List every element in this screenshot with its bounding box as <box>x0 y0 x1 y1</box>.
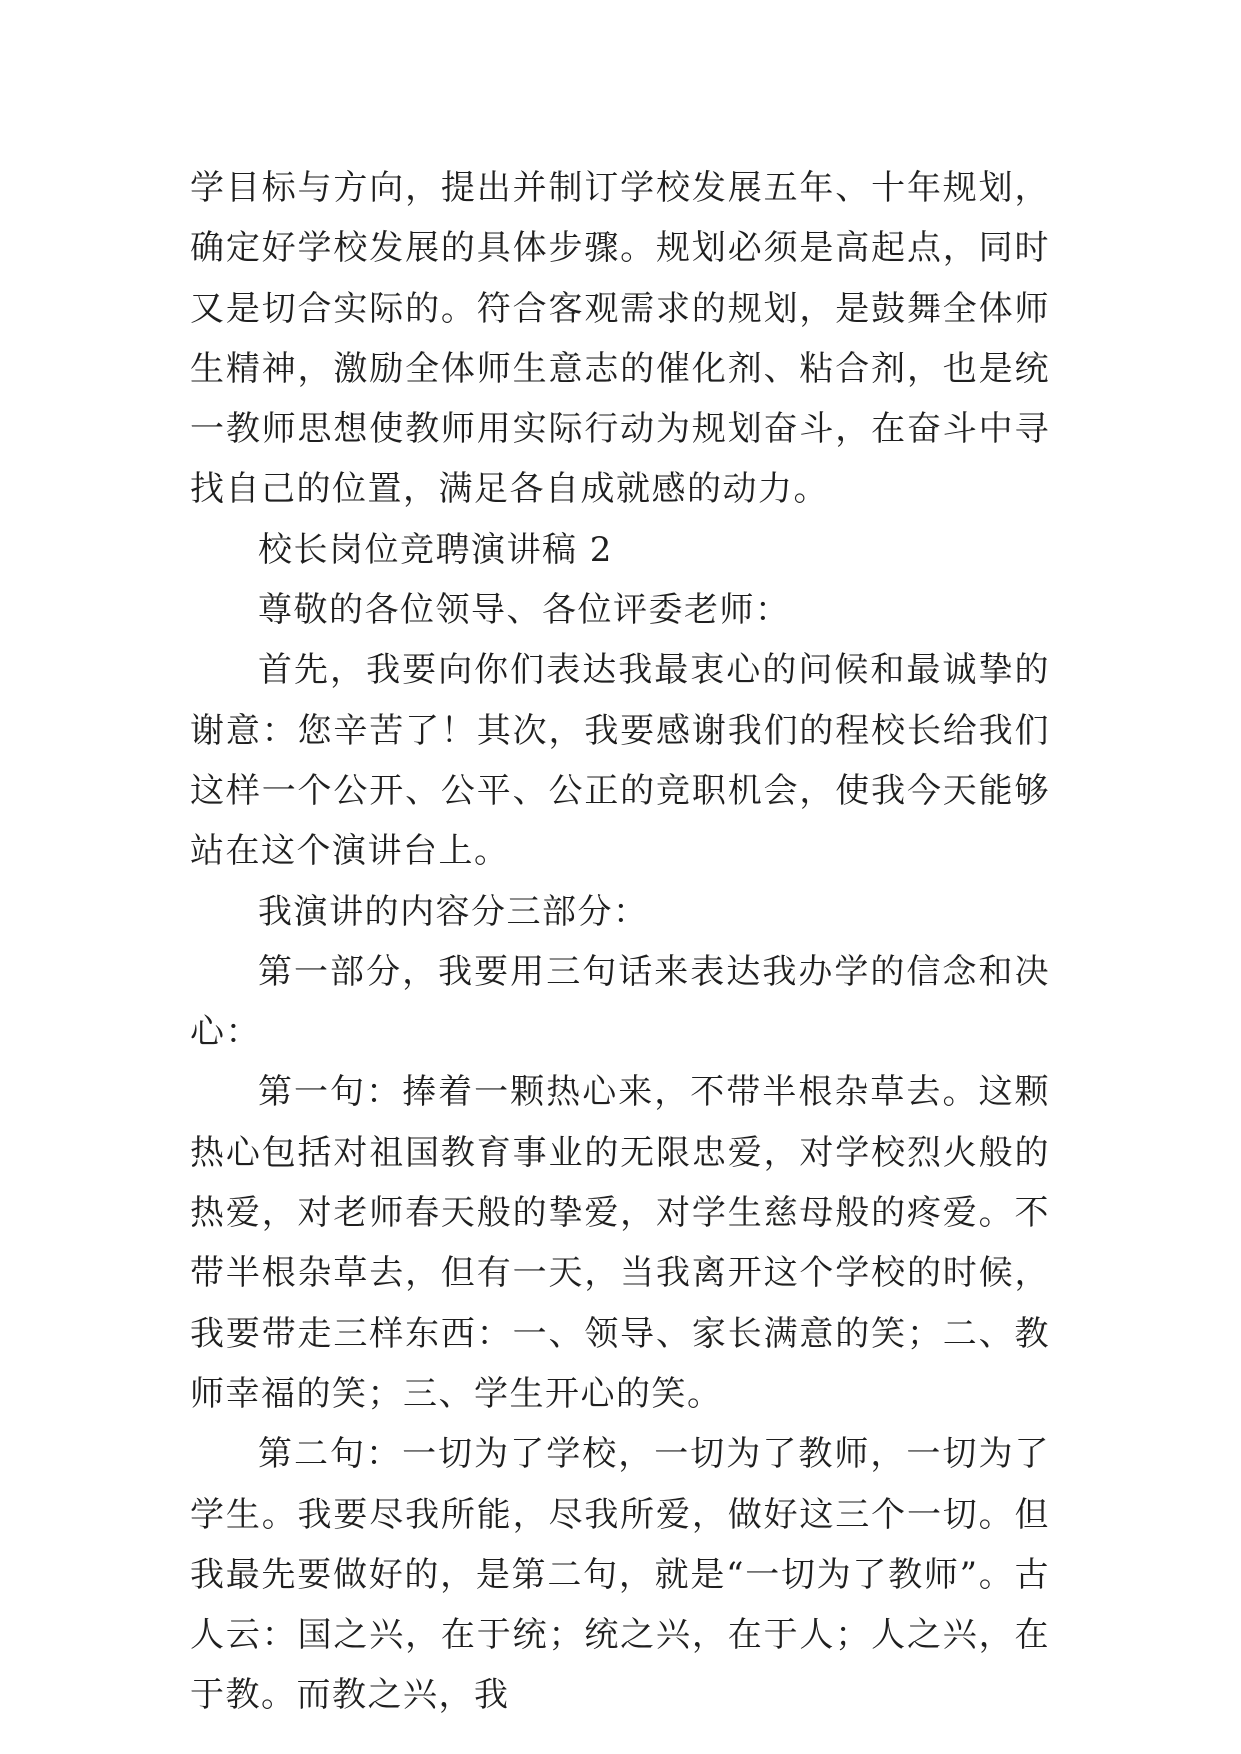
paragraph-continuation: 学目标与方向，提出并制订学校发展五年、十年规划，确定好学校发展的具体步骤。规划必须是高起点，同时又是切合实际的。符合客观需求的规划，是鼓舞全体师生精神，激励全体师生意志的催化剂、粘合剂，也是统一教师思想使教师用实际行动为规划奋斗，在奋斗中寻找自己的位置，满足各自成就感的动力。 <box>190 168 1050 510</box>
salutation: 尊敬的各位领导、各位评委老师： <box>258 590 791 631</box>
paragraph-greeting: 首先，我要向你们表达我最衷心的问候和最诚挚的谢意：您辛苦了！其次，我要感谢我们的程校长给我们这样一个公开、公平、公正的竞职机会，使我今天能够站在这个演讲台上。 <box>190 650 1050 872</box>
document-body <box>190 158 1050 1726</box>
paragraph-sentence-two: 第二句：一切为了学校，一切为了教师，一切为了学生。我要尽我所能，尽我所爱，做好这三个一切。但我最先要做好的，是第二句，就是“一切为了教师”。古人云：国之兴，在于统；统之兴，在于人；人之兴，在于教。而教之兴，我 <box>190 1434 1050 1716</box>
paragraph-part-one: 第一部分，我要用三句话来表达我办学的信念和决心： <box>190 951 1050 1053</box>
speech-title: 校长岗位竞聘演讲稿 2 <box>258 529 613 570</box>
paragraph-sentence-one: 第一句：捧着一颗热心来，不带半根杂草去。这颗热心包括对祖国教育事业的无限忠爱，对学校烈火般的热爱，对老师春天般的挚爱，对学生慈母般的疼爱。不带半根杂草去，但有一天，当我离开这个学校的时候，我要带走三样东西：一、领导、家长满意的笑；二、教师幸福的笑；三、学生开心的笑。 <box>190 1072 1050 1414</box>
paragraph-outline: 我演讲的内容分三部分： <box>258 891 649 932</box>
